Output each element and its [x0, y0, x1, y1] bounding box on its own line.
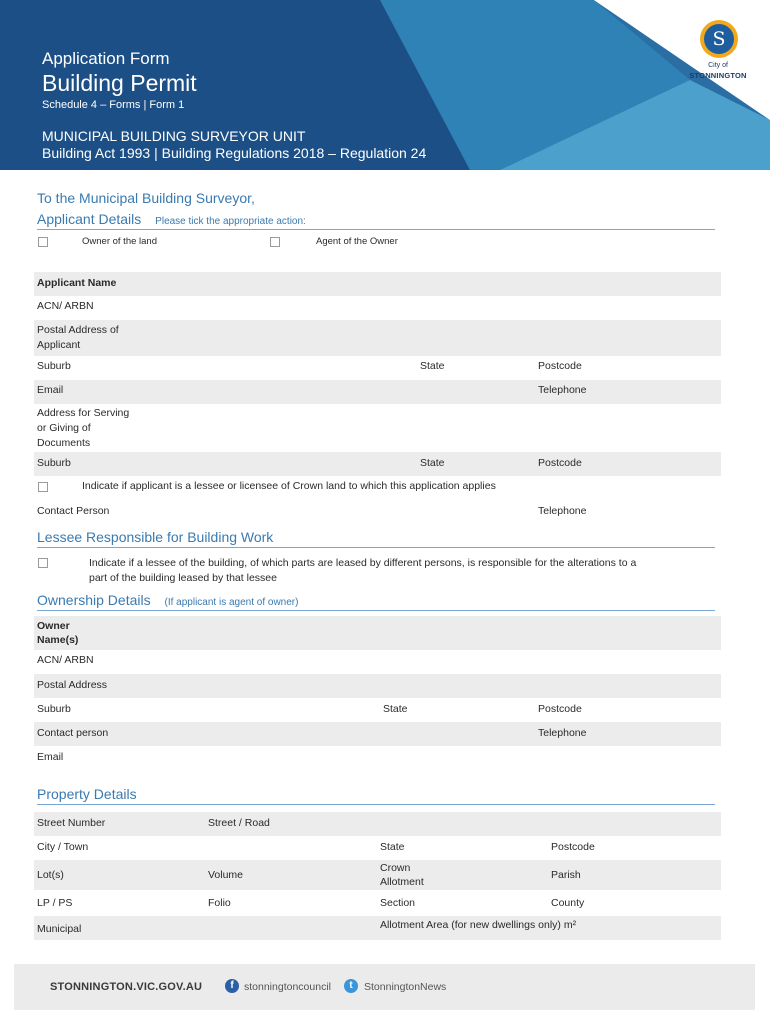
lessee-text-2: part of the building leased by that lessee — [89, 572, 277, 584]
postcode-label: Postcode — [538, 360, 582, 372]
property-state-label: State — [380, 841, 405, 853]
lessee-checkbox[interactable] — [38, 558, 48, 568]
header-banner — [0, 0, 770, 170]
footer-url[interactable]: STONNINGTON.VIC.GOV.AU — [50, 981, 203, 993]
serving-label-3: Documents — [37, 437, 91, 449]
serving-label-2: or Giving of — [37, 422, 91, 434]
property-postcode-label: Postcode — [551, 841, 595, 853]
owner-contact-label: Contact person — [37, 727, 109, 739]
county-label: County — [551, 897, 585, 909]
owner-postal-row[interactable] — [34, 674, 721, 698]
state-label: State — [420, 360, 445, 372]
municipal-label: Municipal — [37, 923, 82, 935]
parish-label: Parish — [551, 869, 581, 881]
facebook-handle[interactable]: stonningtoncouncil — [244, 981, 331, 993]
applicant-rule — [37, 229, 715, 230]
logo-letter: S — [704, 24, 734, 54]
street-number-label: Street Number — [37, 817, 106, 829]
telephone-label-2: Telephone — [538, 505, 587, 517]
contact-person-row[interactable] — [34, 502, 721, 524]
twitter-icon[interactable]: t — [344, 979, 358, 993]
act-line: Building Act 1993 | Building Regulations 2018 – Regulation 24 — [42, 145, 427, 161]
folio-label: Folio — [208, 897, 231, 909]
owner-checkbox[interactable] — [38, 237, 48, 247]
lessee-heading: Lessee Responsible for Building Work — [37, 529, 274, 545]
ownership-heading — [37, 592, 298, 608]
schedule-line: Schedule 4 – Forms | Form 1 — [42, 99, 185, 111]
agent-option-label: Agent of the Owner — [316, 236, 398, 247]
page-title: Building Permit — [42, 70, 197, 96]
city-town-label: City / Town — [37, 841, 89, 853]
telephone-label: Telephone — [538, 384, 587, 396]
ownership-heading-text: Ownership Details — [37, 592, 151, 608]
lessee-rule — [37, 547, 715, 548]
serving-label-1: Address for Serving — [37, 407, 130, 419]
owner-option-label: Owner of the land — [82, 236, 157, 247]
applicant-name-label: Applicant Name — [37, 277, 117, 289]
crown-land-checkbox[interactable] — [38, 482, 48, 492]
owner-label-1: Owner — [37, 620, 70, 632]
owner-suburb-row[interactable] — [34, 698, 721, 722]
owner-acn-row[interactable] — [34, 650, 721, 674]
lots-label: Lot(s) — [37, 869, 64, 881]
lp-ps-label: LP / PS — [37, 897, 73, 909]
applicant-email-row[interactable] — [34, 380, 721, 404]
lp-row[interactable] — [34, 892, 721, 916]
owner-label-2: Name(s) — [37, 634, 79, 646]
logo-cityof: City of — [708, 62, 728, 69]
street-row[interactable] — [34, 812, 721, 836]
crown-land-text: Indicate if applicant is a lessee or licensee of Crown land to which this application applies — [82, 480, 496, 492]
city-row[interactable] — [34, 836, 721, 860]
applicant-subheading: Please tick the appropriate action: — [155, 216, 306, 227]
owner-suburb-label: Suburb — [37, 703, 71, 715]
agent-checkbox[interactable] — [270, 237, 280, 247]
volume-label: Volume — [208, 869, 244, 881]
suburb-label-2: Suburb — [37, 457, 71, 469]
owner-contact-row[interactable] — [34, 722, 721, 746]
contact-person-label: Contact Person — [37, 505, 110, 517]
crown-label-2: Allotment — [380, 876, 424, 888]
property-heading: Property Details — [37, 786, 137, 802]
applicant-acn-label: ACN/ ARBN — [37, 300, 94, 312]
municipal-row[interactable] — [34, 916, 721, 940]
salutation: To the Municipal Building Surveyor, — [37, 190, 255, 206]
serving-address-row[interactable] — [34, 404, 721, 452]
lessee-text-1: Indicate if a lessee of the building, of which parts are leased by different persons, is responsible for the alterations to a — [89, 557, 637, 569]
allotment-area-label: Allotment Area (for new dwellings only) m² — [380, 919, 577, 931]
owner-state-label: State — [383, 703, 408, 715]
applicant-acn-row[interactable] — [34, 296, 721, 320]
crown-label-1: Crown — [380, 862, 411, 874]
unit-name: MUNICIPAL BUILDING SURVEYOR UNIT — [42, 128, 306, 144]
ownership-rule — [37, 610, 715, 611]
applicant-postal-row[interactable] — [34, 320, 721, 356]
state-label-2: State — [420, 457, 445, 469]
applicant-heading — [37, 211, 306, 227]
owner-telephone-label: Telephone — [538, 727, 587, 739]
facebook-icon[interactable]: f — [225, 979, 239, 993]
serving-suburb-row[interactable] — [34, 452, 721, 476]
owner-postcode-label: Postcode — [538, 703, 582, 715]
footer — [14, 964, 755, 1010]
applicant-name-row[interactable] — [34, 272, 721, 296]
ownership-subheading: (If applicant is agent of owner) — [164, 597, 299, 608]
stonnington-logo — [689, 20, 752, 84]
suburb-label: Suburb — [37, 360, 71, 372]
section-label: Section — [380, 897, 416, 909]
lessee-row — [34, 555, 721, 587]
owner-acn-label: ACN/ ARBN — [37, 654, 94, 666]
street-road-label: Street / Road — [208, 817, 270, 829]
form-label: Application Form — [42, 49, 170, 68]
lot-row[interactable] — [34, 860, 721, 890]
property-rule — [37, 804, 715, 805]
applicant-suburb-row[interactable] — [34, 356, 721, 380]
owner-postal-label: Postal Address — [37, 679, 108, 691]
twitter-handle[interactable]: StonningtonNews — [364, 981, 447, 993]
owner-name-row[interactable] — [34, 616, 721, 650]
owner-email-row[interactable] — [34, 746, 721, 770]
email-label: Email — [37, 384, 64, 396]
owner-email-label: Email — [37, 751, 64, 763]
postal-label-2: Applicant — [37, 339, 81, 351]
crown-land-row — [34, 478, 721, 498]
applicant-type-row — [34, 235, 721, 251]
applicant-heading-text: Applicant Details — [37, 211, 142, 227]
logo-name: STONNINGTON — [689, 71, 747, 80]
postcode-label-2: Postcode — [538, 457, 582, 469]
postal-label-1: Postal Address of — [37, 324, 119, 336]
